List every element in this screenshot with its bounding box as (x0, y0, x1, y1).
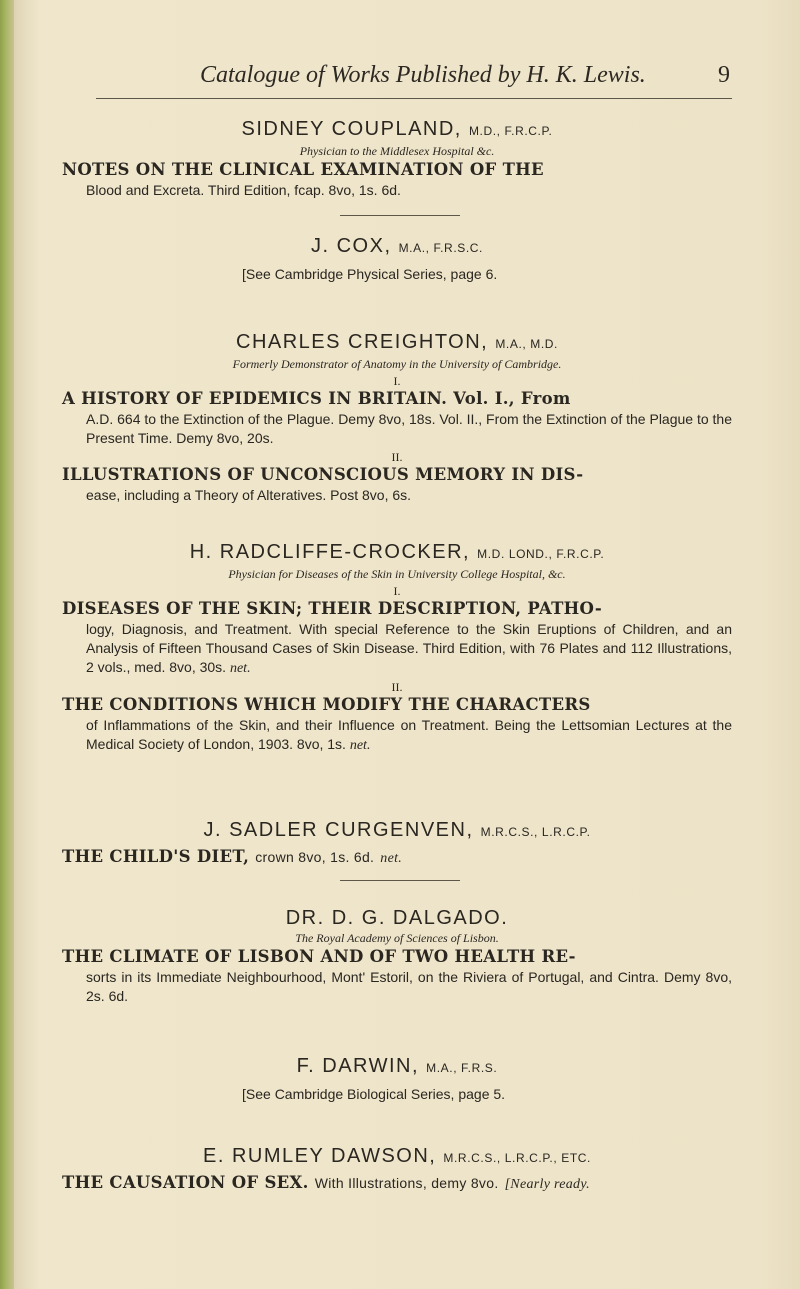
book-description: ease, including a Theory of Alteratives. Post 8vo, 6s. (86, 487, 412, 503)
book-title: A HISTORY OF EPIDEMICS IN BRITAIN. Vol. I., From (62, 389, 571, 408)
book-title: NOTES ON THE CLINICAL EXAMINATION OF THE (62, 160, 544, 179)
author-name: DR. D. G. DALGADO. (285, 907, 509, 929)
author-qualifications: M.D. LOND., F.R.C.P. (477, 547, 605, 561)
work-numeral: II. (391, 450, 403, 464)
book-description: of Inflammations of the Skin, and their Influence on Treatment. Being the Lettsomian Lectures at the Medical Society of London, 1903. 8vo, 1s. net. (86, 717, 732, 753)
availability-note: [Nearly ready. (504, 1177, 590, 1192)
net-price-note: net. (349, 738, 371, 753)
book-title: THE CAUSATION OF SEX. (62, 1173, 309, 1192)
running-head (200, 62, 730, 89)
book-title: ILLUSTRATIONS OF UNCONSCIOUS MEMORY IN DIS- (62, 465, 584, 484)
work-numeral: II. (391, 680, 403, 694)
author-affiliation: Physician to the Middlesex Hospital &c. (299, 144, 495, 158)
author-qualifications: M.R.C.S., L.R.C.P. (480, 825, 591, 839)
running-head-title: Catalogue of Works Published by H. K. Lewis. (200, 62, 646, 88)
net-price-note: net. (229, 661, 251, 676)
book-binding-edge (0, 0, 14, 1289)
book-title: DISEASES OF THE SKIN; THEIR DESCRIPTION, PATHO- (62, 599, 602, 618)
header-rule (96, 98, 732, 99)
book-description: With Illustrations, demy 8vo. (314, 1175, 499, 1191)
author-qualifications: M.A., F.R.S. (426, 1061, 498, 1075)
entry-curgenven (62, 818, 732, 870)
book-description: Blood and Excreta. Third Edition, fcap. 8vo, 1s. 6d. (86, 182, 401, 198)
entry-creighton (62, 330, 732, 505)
entry-separator (340, 215, 460, 216)
cross-reference: [See Cambridge Biological Series, page 5. (242, 1086, 506, 1102)
entry-coupland (62, 117, 732, 200)
author-name: CHARLES CREIGHTON, (236, 331, 489, 353)
author-qualifications: M.D., F.R.C.P. (468, 124, 553, 138)
author-affiliation: Formerly Demonstrator of Anatomy in the University of Cambridge. (232, 357, 562, 371)
entry-separator (340, 880, 460, 881)
author-affiliation: Physician for Diseases of the Skin in University College Hospital, &c. (228, 567, 566, 581)
entry-dalgado (62, 906, 732, 1006)
author-name: E. RUMLEY DAWSON, (203, 1145, 437, 1167)
author-name: H. RADCLIFFE-CROCKER, (189, 541, 471, 563)
book-description: sorts in its Immediate Neighbourhood, Mont' Estoril, on the Riviera of Portugal, and Cintra. Demy 8vo, 2s. 6d. (86, 969, 732, 1004)
author-affiliation: The Royal Academy of Sciences of Lisbon. (295, 931, 499, 945)
book-title: THE CHILD'S DIET, (62, 847, 250, 866)
work-numeral: I. (393, 374, 401, 388)
author-name: F. DARWIN, (296, 1055, 420, 1077)
entry-radcliffe-crocker (62, 540, 732, 755)
author-qualifications: M.A., M.D. (495, 337, 558, 351)
author-qualifications: M.R.C.S., L.R.C.P., ETC. (443, 1151, 591, 1165)
book-description: A.D. 664 to the Extinction of the Plague. Demy 8vo, 18s. Vol. II., From the Extinction of the Plague to the Present Time. Demy 8vo, 20s. (86, 411, 732, 446)
author-name: SIDNEY COUPLAND, (241, 118, 462, 140)
cross-reference: [See Cambridge Physical Series, page 6. (242, 266, 498, 282)
book-description: crown 8vo, 1s. 6d. (255, 849, 375, 865)
work-numeral: I. (393, 584, 401, 598)
entry-cox (62, 234, 732, 284)
book-title: THE CLIMATE OF LISBON AND OF TWO HEALTH RE- (62, 947, 576, 966)
entry-dawson (62, 1144, 732, 1196)
author-name: J. SADLER CURGENVEN, (203, 819, 474, 841)
author-qualifications: M.A., F.R.S.C. (398, 241, 483, 255)
author-name: J. COX, (311, 235, 392, 257)
entry-darwin (62, 1054, 732, 1104)
book-description: logy, Diagnosis, and Treatment. With special Reference to the Skin Eruptions of Children, and an Analysis of Fifteen Thousand Cases of Skin Disease. Third Edition, with 76 Plates and 112 Illustrations, 2 vols., med. 8vo, 30s. net. (86, 621, 732, 676)
page-number: 9 (718, 62, 730, 88)
book-title: THE CONDITIONS WHICH MODIFY THE CHARACTERS (62, 695, 591, 714)
net-price-note: net. (380, 851, 403, 866)
